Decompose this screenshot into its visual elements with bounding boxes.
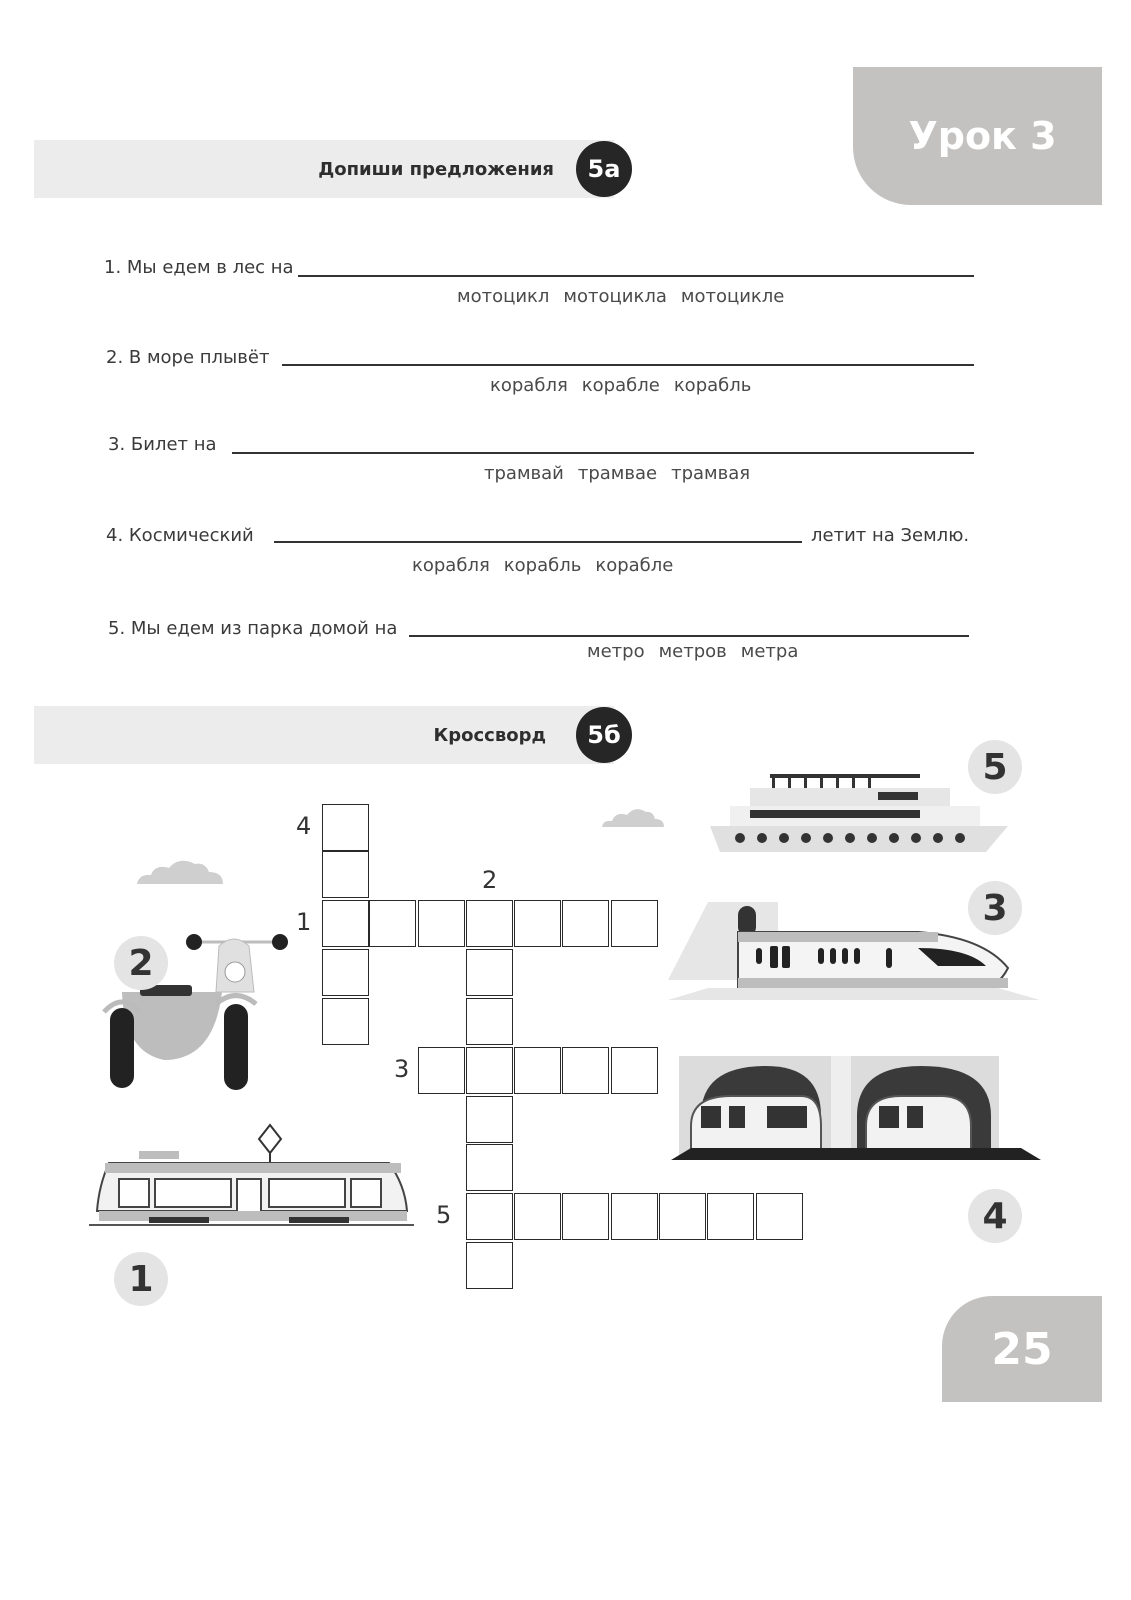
crossword-cell[interactable] <box>466 1144 513 1191</box>
crossword-cell[interactable] <box>611 1193 658 1240</box>
clue-number-3: 3 <box>394 1055 410 1083</box>
crossword-cell[interactable] <box>466 949 513 996</box>
crossword-cell[interactable] <box>562 1193 609 1240</box>
sentence-prompt: 5. Мы едем из парка домой на <box>108 618 398 639</box>
crossword-cell[interactable] <box>466 1193 513 1240</box>
page-number-tab <box>942 1296 1102 1402</box>
option: мотоцикле <box>680 286 785 307</box>
answer-blank[interactable] <box>274 541 802 543</box>
cloud-icon <box>135 856 225 886</box>
crossword-cell[interactable] <box>466 998 513 1045</box>
crossword-cell[interactable] <box>466 1047 513 1094</box>
answer-blank[interactable] <box>232 452 974 454</box>
sentence-prompt: 3. Билет на <box>108 434 217 455</box>
answer-options <box>490 375 765 396</box>
lesson-label: Урок 3 <box>908 114 1057 158</box>
picture-number-4: 4 <box>968 1189 1022 1243</box>
metro-train-icon <box>671 1056 1041 1160</box>
option: корабля <box>412 555 490 576</box>
crossword-cell[interactable] <box>611 900 658 947</box>
sentence-ending: летит на Землю. <box>811 525 970 546</box>
exercise-a-badge: 5а <box>576 141 632 197</box>
crossword-cell[interactable] <box>466 1242 513 1289</box>
option: метра <box>740 641 799 662</box>
ship-icon <box>710 772 1010 856</box>
clue-number-1: 1 <box>296 908 312 936</box>
crossword-cell[interactable] <box>418 900 465 947</box>
answer-options <box>484 463 764 484</box>
option: метров <box>658 641 727 662</box>
crossword-cell[interactable] <box>322 949 369 996</box>
crossword-cell[interactable] <box>322 900 369 947</box>
option: трамвае <box>577 463 658 484</box>
clue-number-5: 5 <box>436 1201 452 1229</box>
lesson-tab <box>853 67 1102 205</box>
option: корабля <box>490 375 568 396</box>
crossword-cell[interactable] <box>466 900 513 947</box>
option: корабль <box>503 555 582 576</box>
crossword-cell[interactable] <box>611 1047 658 1094</box>
answer-blank[interactable] <box>282 364 974 366</box>
option: трамвая <box>671 463 751 484</box>
answer-options <box>457 286 798 307</box>
crossword-cell[interactable] <box>659 1193 706 1240</box>
option: корабле <box>581 375 660 396</box>
clue-number-4: 4 <box>296 812 312 840</box>
picture-number-1: 1 <box>114 1252 168 1306</box>
crossword-cell[interactable] <box>466 1096 513 1143</box>
crossword-cell[interactable] <box>514 1193 561 1240</box>
answer-options <box>412 555 687 576</box>
option: мотоцикла <box>563 286 667 307</box>
picture-number-2: 2 <box>114 936 168 990</box>
option: трамвай <box>484 463 564 484</box>
sentence-prompt: 1. Мы едем в лес на <box>104 257 294 278</box>
crossword-cell[interactable] <box>562 1047 609 1094</box>
picture-number-3: 3 <box>968 881 1022 935</box>
picture-number-5: 5 <box>968 740 1022 794</box>
page-number: 25 <box>991 1323 1053 1375</box>
crossword-cell[interactable] <box>514 900 561 947</box>
sentence-prompt: 4. Космический <box>106 525 254 546</box>
crossword-cell[interactable] <box>418 1047 465 1094</box>
exercise-a-header <box>34 140 614 198</box>
answer-blank[interactable] <box>409 635 969 637</box>
option: корабле <box>595 555 674 576</box>
option: метро <box>587 641 645 662</box>
exercise-b-badge: 5б <box>576 707 632 763</box>
clue-number-2: 2 <box>482 866 498 894</box>
crossword-cell[interactable] <box>562 900 609 947</box>
crossword-cell[interactable] <box>514 1047 561 1094</box>
exercise-a-title: Допиши предложения <box>318 158 554 180</box>
exercise-b-header <box>34 706 614 764</box>
exercise-b-title: Кроссворд <box>433 724 546 746</box>
crossword-cell[interactable] <box>322 851 369 898</box>
answer-blank[interactable] <box>298 275 974 277</box>
sentence-prompt: 2. В море плывёт <box>106 347 270 368</box>
crossword-cell[interactable] <box>369 900 416 947</box>
crossword-cell[interactable] <box>707 1193 754 1240</box>
crossword-cell[interactable] <box>322 804 369 851</box>
tram-icon <box>89 1125 414 1227</box>
cloud-icon <box>601 805 665 829</box>
crossword-cell[interactable] <box>756 1193 803 1240</box>
option: корабль <box>673 375 752 396</box>
option: мотоцикл <box>457 286 550 307</box>
crossword-cell[interactable] <box>322 998 369 1045</box>
answer-options <box>587 641 812 662</box>
